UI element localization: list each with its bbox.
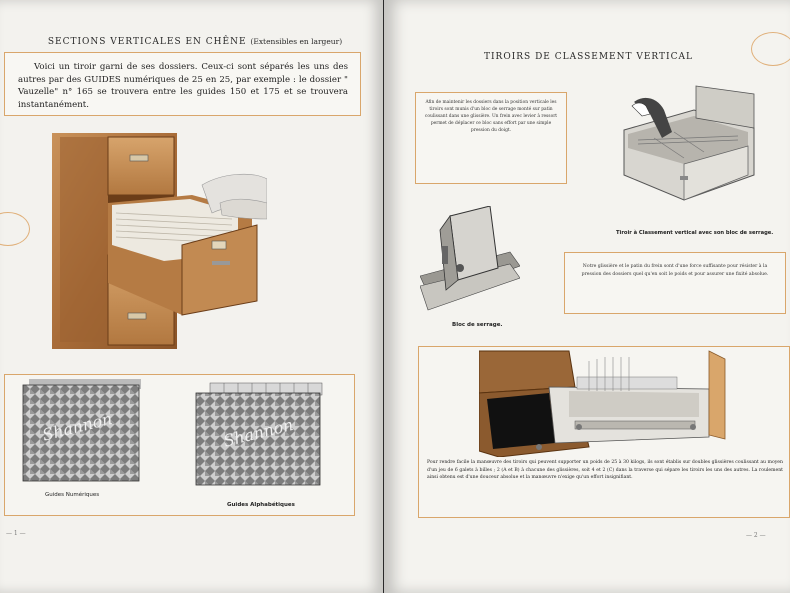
caption-drawer: Tiroir à Classement vertical avec son bloc de serrage. — [616, 230, 774, 236]
clamp-block-illustration — [420, 206, 520, 314]
slide-info-text: Notre glissière et le patin du frein sont d'une force suffisante pour résister à la pression des dossiers quel qu'en soit le poids et pour assurer une fixité absolue. — [581, 264, 769, 277]
shannon-logo-script-2: Shannon — [221, 414, 296, 451]
caption-clamp-block: Bloc de serrage. — [452, 322, 503, 328]
shannon-logo-script: Shannon — [40, 408, 115, 445]
left-page — [0, 0, 383, 593]
left-page-number: — 1 — — [6, 530, 26, 537]
right-page-number: — 2 — — [746, 532, 766, 539]
numeric-guide-image — [15, 379, 145, 487]
intro-text: Voici un tiroir garni de ses dossiers. Ceux-ci sont séparés les uns des autres par des GUIDES numériques de 25 en 25, par exemple : le dossier " Vauzelle" n° 165 se trouvera entre les guides 150 et 175 et se trouvera instantanément. — [18, 62, 348, 110]
right-page-title: TIROIRS DE CLASSEMENT VERTICAL — [484, 52, 693, 62]
left-page-title: SECTIONS VERTICALES EN CHÊNE (Extensibles en largeur) — [47, 37, 343, 47]
cross-section-illustration — [479, 347, 779, 457]
clamp-info-box — [415, 92, 567, 184]
guides-box — [4, 374, 355, 516]
mechanism-text: Pour rendre facile la manœuvre des tiroirs qui peuvent supporter un poids de 25 à 30 kilogs, ils sont établis sur doubles glissières coulissant au moyen d'un jeu de 6 galets à billes ; 2 (A et B) à chacune des glissières, soit 4 et 2 (C) dans la traverse qui sépare les tiroirs les uns des autres. La roulement ainsi obtenu est d'une douceur absolue et la manœuvre n'exige qu'un effort insignifiant. — [427, 460, 783, 481]
oak-cabinet-photo — [52, 133, 267, 349]
right-page — [384, 0, 790, 593]
alphabetic-guide-image — [190, 381, 325, 489]
mechanism-box — [418, 346, 790, 518]
caption-alpha-guides: Guides Alphabétiques — [227, 502, 295, 508]
shannon-seal-logo — [0, 212, 30, 246]
intro-box — [4, 52, 361, 116]
shannon-seal-logo-right — [751, 32, 790, 66]
drawer-illustration — [614, 80, 764, 210]
caption-numeric-guides: Guides Numériques — [45, 492, 100, 498]
clamp-info-text: Afin de maintenir les dossiers dans la position verticale les tiroirs sont munis d'un bloc de serrage monté sur patin coulissant dans une glissière. Un frein avec levier à ressort permet de déplacer ce bloc sans effort par une simple pression du doigt. — [424, 100, 558, 133]
slide-info-box — [564, 252, 786, 314]
